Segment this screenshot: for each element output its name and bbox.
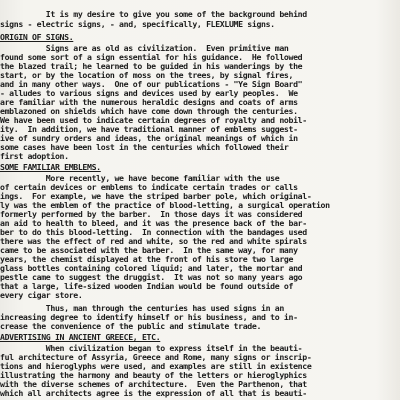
paragraph-line: crease the convenience of the public and stimulate trade. (0, 321, 262, 331)
paragraph-line: and in many other ways. One of our publications - "Ye Sign Board" (0, 79, 303, 89)
paragraph-line: emblazoned on shields which have come down through the centuries. (0, 106, 298, 116)
paragraph-line: are familiar with the numerous heraldic designs and coats of arms (0, 97, 298, 107)
paragraph-line: first adoption. (0, 151, 69, 161)
paragraph-line: found some sort of a sign essential for his guidance. He followed (0, 52, 303, 62)
intro-line-1: It is my desire to give you some of the background behind (0, 9, 307, 19)
paragraph-line: pestle came to suggest the druggist. It was not so many years ago (0, 272, 303, 282)
paragraph-line: years, the chemist displayed at the front of his store two large (0, 254, 294, 264)
paragraph-line: - alludes to various signs and devices used by early peoples. We (0, 88, 298, 98)
section-heading-origin: ORIGIN OF SIGNS. (0, 32, 74, 42)
section-heading-emblems: SOME FAMILIAR EMBLEMS. (0, 162, 101, 172)
paragraph-line: When civilization began to express itself in the beauti- (0, 343, 303, 353)
intro-line-2: signs - electric signs, - and, specifically, FLEXLUME signs. (0, 19, 275, 29)
paragraph-line: every cigar store. (0, 290, 83, 300)
section-heading-greece: ADVERTISING IN ANCIENT GREECE, ETC. (0, 332, 161, 342)
paragraph-line: More recently, we have become familiar with the use (0, 173, 280, 183)
paragraph-line: ive of sundry orders and ideas, the original meanings of which in (0, 133, 298, 143)
paragraph-line: there was the effect of red and white, so the red and white spirals (0, 236, 307, 246)
paragraph-line: came to be associated with the barber. In the same way, for many (0, 245, 298, 255)
paragraph-line: ber to do this blood-letting. In connection with the bandages used (0, 227, 307, 237)
paragraph-line: ity. In addition, we have traditional manner of emblems suggest- (0, 124, 298, 134)
paragraph-line: increasing degree to identify himself or his business, and to in- (0, 312, 298, 322)
paragraph-line: that a large, life-sized wooden Indian would be found outside of (0, 281, 294, 291)
paragraph-line: tions and hieroglyphs were used, and examples are still in existence (0, 361, 312, 371)
paragraph-line: We have been used to indicate certain degrees of royalty and nobil- (0, 115, 307, 125)
paragraph-line: glass bottles containing colored liquid; and later, the mortar and (0, 263, 303, 273)
paragraph-line: of certain devices or emblems to indicate certain trades or calls (0, 182, 298, 192)
paragraph-line: ful architecture of Assyria, Greece and Rome, many signs or inscrip- (0, 352, 312, 362)
paragraph-line: some cases have been lost in the centuries which followed their (0, 142, 289, 152)
paragraph-line: Thus, man through the centuries has used signs in an (0, 303, 284, 313)
paragraph-line: ly was the emblem of the practice of blood-letting, a surgical operation (0, 200, 330, 210)
paragraph-line: Signs are as old as civilization. Even primitive man (0, 43, 289, 53)
paragraph-line: formerly performed by the barber. In those days it was considered (0, 209, 303, 219)
paragraph-line: which all architects agree is the expression of all that is beauti- (0, 388, 307, 398)
paragraph-line: start, or by the location of moss on the trees, by signal fires, (0, 70, 294, 80)
paragraph-line: illustrating the harmony and beauty of the letters or hieroglyphics (0, 370, 307, 380)
paragraph-line: an aid to health to bleed, and it was the presence back of the bar- (0, 218, 307, 228)
paragraph-line: ings. For example, we have the striped barber pole, which original- (0, 191, 312, 201)
paragraph-line: the blazed trail; he learned to be guided in his wanderings by the (0, 61, 303, 71)
paragraph-line: with the diverse schemes of architecture. Even the Parthenon, that (0, 379, 307, 389)
